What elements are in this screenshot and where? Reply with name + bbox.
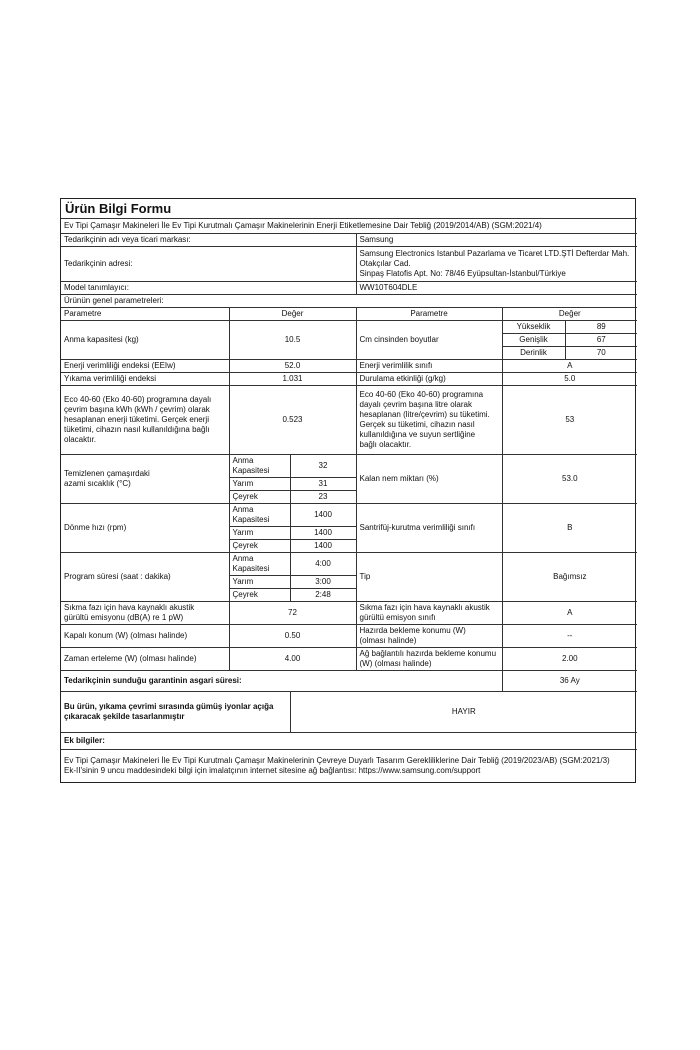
width-label: Genişlik <box>502 334 565 347</box>
eco-water-label <box>356 386 502 455</box>
type-label: Tip <box>356 553 502 602</box>
delay-row <box>61 648 637 671</box>
standby-value: -- <box>502 625 637 648</box>
noise-label <box>61 602 229 625</box>
spin-value-rated: 1400 <box>290 504 356 527</box>
temperature-sub-rated-b: Kapasitesi <box>232 466 270 475</box>
general-params-label: Ürünün genel parametreleri: <box>61 295 637 308</box>
extra-text-row <box>61 750 637 783</box>
temperature-value-quarter: 23 <box>290 491 356 504</box>
silver-value: HAYIR <box>290 692 637 733</box>
noise-line-1: Sıkma fazı için hava kaynaklı akustik <box>64 603 195 612</box>
standby-line-1: Hazırda bekleme konumu (W) <box>359 626 466 635</box>
capacity-label: Anma kapasitesi (kg) <box>61 321 229 360</box>
silver-line-1: Bu ürün, yıkama çevrimi sırasında gümüş iyonlar açığa <box>64 702 274 711</box>
spin-class-label: Santrifüj-kurutma verimliliği sınıfı <box>356 504 502 553</box>
eco-water-value: 53 <box>502 386 637 455</box>
address-line-1: Samsung Electronics Istanbul Pazarlama ve Ticaret LTD.ŞTİ Defterdar Mah. Otakçılar Cad. <box>359 249 630 268</box>
extra-line-1: Ev Tipi Çamaşır Makineleri İle Ev Tipi Kurutmalı Çamaşır Makinelerinin Çevreye Duyarlı Tasarım Gerekliliklerine Dair Tebliğ (2019/2023/AB) (SGM:2021/3) <box>64 756 610 765</box>
program-sub-rated-a: Anma <box>232 554 254 563</box>
energy-class-label: Enerji verimlilik sınıfı <box>356 360 502 373</box>
temperature-value-rated: 32 <box>290 455 356 478</box>
spin-sub-rated-b: Kapasitesi <box>232 515 270 524</box>
silver-label <box>61 692 290 733</box>
noise-class-value: A <box>502 602 637 625</box>
eco-water-line-2: dayalı çevrim başına litre olarak <box>359 400 472 409</box>
wash-index-label: Yıkama verimliliği endeksi <box>61 373 229 386</box>
program-label: Program süresi (saat : dakika) <box>61 553 229 602</box>
form-title: Ürün Bilgi Formu <box>65 201 172 216</box>
height-label: Yükseklik <box>502 321 565 334</box>
program-sub-quarter: Çeyrek <box>229 589 290 602</box>
temperature-line-1: Temizlenen çamaşırdaki <box>64 469 150 478</box>
model-row <box>61 282 637 295</box>
model-label: Model tanımlayıcı: <box>61 282 356 295</box>
energy-class-value: A <box>502 360 637 373</box>
spin-label: Dönme hızı (rpm) <box>61 504 229 553</box>
header-param-left: Parametre <box>61 308 229 321</box>
eei-label: Enerji verimliliği endeksi (EEIw) <box>61 360 229 373</box>
wash-index-value: 1.031 <box>229 373 356 386</box>
network-standby-label <box>356 648 502 671</box>
delay-value: 4.00 <box>229 648 356 671</box>
noise-class-line-2: gürültü emisyon sınıfı <box>359 613 436 622</box>
temperature-row-1 <box>61 455 637 478</box>
spin-sub-rated <box>229 504 290 527</box>
info-table <box>61 218 637 782</box>
off-mode-row <box>61 625 637 648</box>
eco-energy-value: 0.523 <box>229 386 356 455</box>
temperature-sub-rated-a: Anma <box>232 456 254 465</box>
general-params-row <box>61 295 637 308</box>
program-sub-half: Yarım <box>229 576 290 589</box>
model-value: WW10T604DLE <box>356 282 637 295</box>
capacity-value: 10.5 <box>229 321 356 360</box>
eei-row <box>61 360 637 373</box>
temperature-line-2: azami sıcaklık (°C) <box>64 479 131 488</box>
rinse-value: 5.0 <box>502 373 637 386</box>
wash-index-row <box>61 373 637 386</box>
extra-line-2: Ek-II'sinin 9 uncu maddesindeki bilgi için imalatçının internet sitesine ağ bağlantısı: https://www.samsung.com/support <box>64 766 481 775</box>
noise-value: 72 <box>229 602 356 625</box>
eco-row <box>61 386 637 455</box>
program-value-half: 3:00 <box>290 576 356 589</box>
warranty-value: 36 Ay <box>502 671 637 692</box>
product-info-form <box>60 198 636 783</box>
noise-class-line-1: Sıkma fazı için hava kaynaklı akustik <box>359 603 490 612</box>
temperature-sub-half: Yarım <box>229 478 290 491</box>
temperature-sub-rated <box>229 455 290 478</box>
eco-water-line-3: hesaplanan (litre/çevrim) su tüketimi. <box>359 410 490 419</box>
eco-water-line-5: kullanıldığına ve suyun sertliğine <box>359 430 476 439</box>
eco-energy-label <box>61 386 229 455</box>
supplier-name-value: Samsung <box>356 234 637 247</box>
temperature-label <box>61 455 229 504</box>
moisture-value: 53.0 <box>502 455 637 504</box>
program-value-rated: 4:00 <box>290 553 356 576</box>
temperature-value-half: 31 <box>290 478 356 491</box>
program-value-quarter: 2:48 <box>290 589 356 602</box>
silver-row <box>61 692 637 733</box>
depth-value: 70 <box>565 347 637 360</box>
off-mode-label: Kapalı konum (W) (olması halinde) <box>61 625 229 648</box>
header-value-left: Değer <box>229 308 356 321</box>
height-value: 89 <box>565 321 637 334</box>
noise-line-2: gürültü emisyonu (dB(A) re 1 pW) <box>64 613 184 622</box>
silver-line-2: çıkaracak şekilde tasarlanmıştır <box>64 712 185 721</box>
spin-row-1 <box>61 504 637 527</box>
spin-sub-half: Yarım <box>229 527 290 540</box>
eco-energy-line-5: olacaktır. <box>64 435 97 444</box>
eco-energy-line-1: Eco 40-60 (Eko 40-60) programına dayalı <box>64 395 212 404</box>
supplier-address-row <box>61 247 637 282</box>
noise-class-label <box>356 602 502 625</box>
spin-value-quarter: 1400 <box>290 540 356 553</box>
address-line-2: Sinpaş Flatofis Apt. No: 78/46 Eyüpsultan-İstanbul/Türkiye <box>359 269 566 278</box>
eei-value: 52.0 <box>229 360 356 373</box>
supplier-name-row <box>61 234 637 247</box>
header-value-right: Değer <box>502 308 637 321</box>
standby-label <box>356 625 502 648</box>
standby-line-2: (olması halinde) <box>359 636 417 645</box>
type-value: Bağımsız <box>502 553 637 602</box>
warranty-row <box>61 671 637 692</box>
subtitle-row <box>61 219 637 234</box>
width-value: 67 <box>565 334 637 347</box>
supplier-address-label: Tedarikçinin adresi: <box>61 247 356 282</box>
rinse-label: Durulama etkinliği (g/kg) <box>356 373 502 386</box>
network-standby-line-2: (W) (olması halinde) <box>359 659 432 668</box>
delay-label: Zaman erteleme (W) (olması halinde) <box>61 648 229 671</box>
dimensions-row-height <box>61 321 637 334</box>
eco-water-line-6: bağlı olacaktır. <box>359 440 412 449</box>
extra-label-row <box>61 733 637 750</box>
header-param-right: Parametre <box>356 308 502 321</box>
noise-row <box>61 602 637 625</box>
depth-label: Derinlik <box>502 347 565 360</box>
network-standby-line-1: Ağ bağlantılı hazırda bekleme konumu <box>359 649 497 658</box>
form-subtitle: Ev Tipi Çamaşır Makineleri İle Ev Tipi Kurutmalı Çamaşır Makinelerinin Enerji Etiketlemesine Dair Tebliğ (2019/2014/AB) (SGM:2021/4) <box>61 219 637 234</box>
eco-water-line-4: Gerçek su tüketimi, cihazın nasıl <box>359 420 475 429</box>
extra-label: Ek bilgiler: <box>61 733 637 750</box>
temperature-sub-quarter: Çeyrek <box>229 491 290 504</box>
eco-water-line-1: Eco 40-60 (Eko 40-60) programına <box>359 390 484 399</box>
spin-class-value: B <box>502 504 637 553</box>
off-mode-value: 0.50 <box>229 625 356 648</box>
moisture-label: Kalan nem miktarı (%) <box>356 455 502 504</box>
spin-sub-rated-a: Anma <box>232 505 254 514</box>
program-row-1 <box>61 553 637 576</box>
program-sub-rated-b: Kapasitesi <box>232 564 270 573</box>
dimensions-label: Cm cinsinden boyutlar <box>356 321 502 360</box>
eco-energy-line-3: hesaplanan enerji tüketimi. Gerçek enerji <box>64 415 209 424</box>
eco-energy-line-4: tüketimi, cihazın nasıl kullanıldığına bağlı <box>64 425 210 434</box>
program-sub-rated <box>229 553 290 576</box>
header-row <box>61 308 637 321</box>
eco-energy-line-2: çevrim başına kWh (kWh / çevrim) olarak <box>64 405 210 414</box>
extra-text <box>61 750 637 783</box>
warranty-label: Tedarikçinin sunduğu garantinin asgari süresi: <box>61 671 502 692</box>
spin-sub-quarter: Çeyrek <box>229 540 290 553</box>
supplier-address-value <box>356 247 637 282</box>
spin-value-half: 1400 <box>290 527 356 540</box>
network-standby-value: 2.00 <box>502 648 637 671</box>
supplier-name-label: Tedarikçinin adı veya ticari markası: <box>61 234 356 247</box>
